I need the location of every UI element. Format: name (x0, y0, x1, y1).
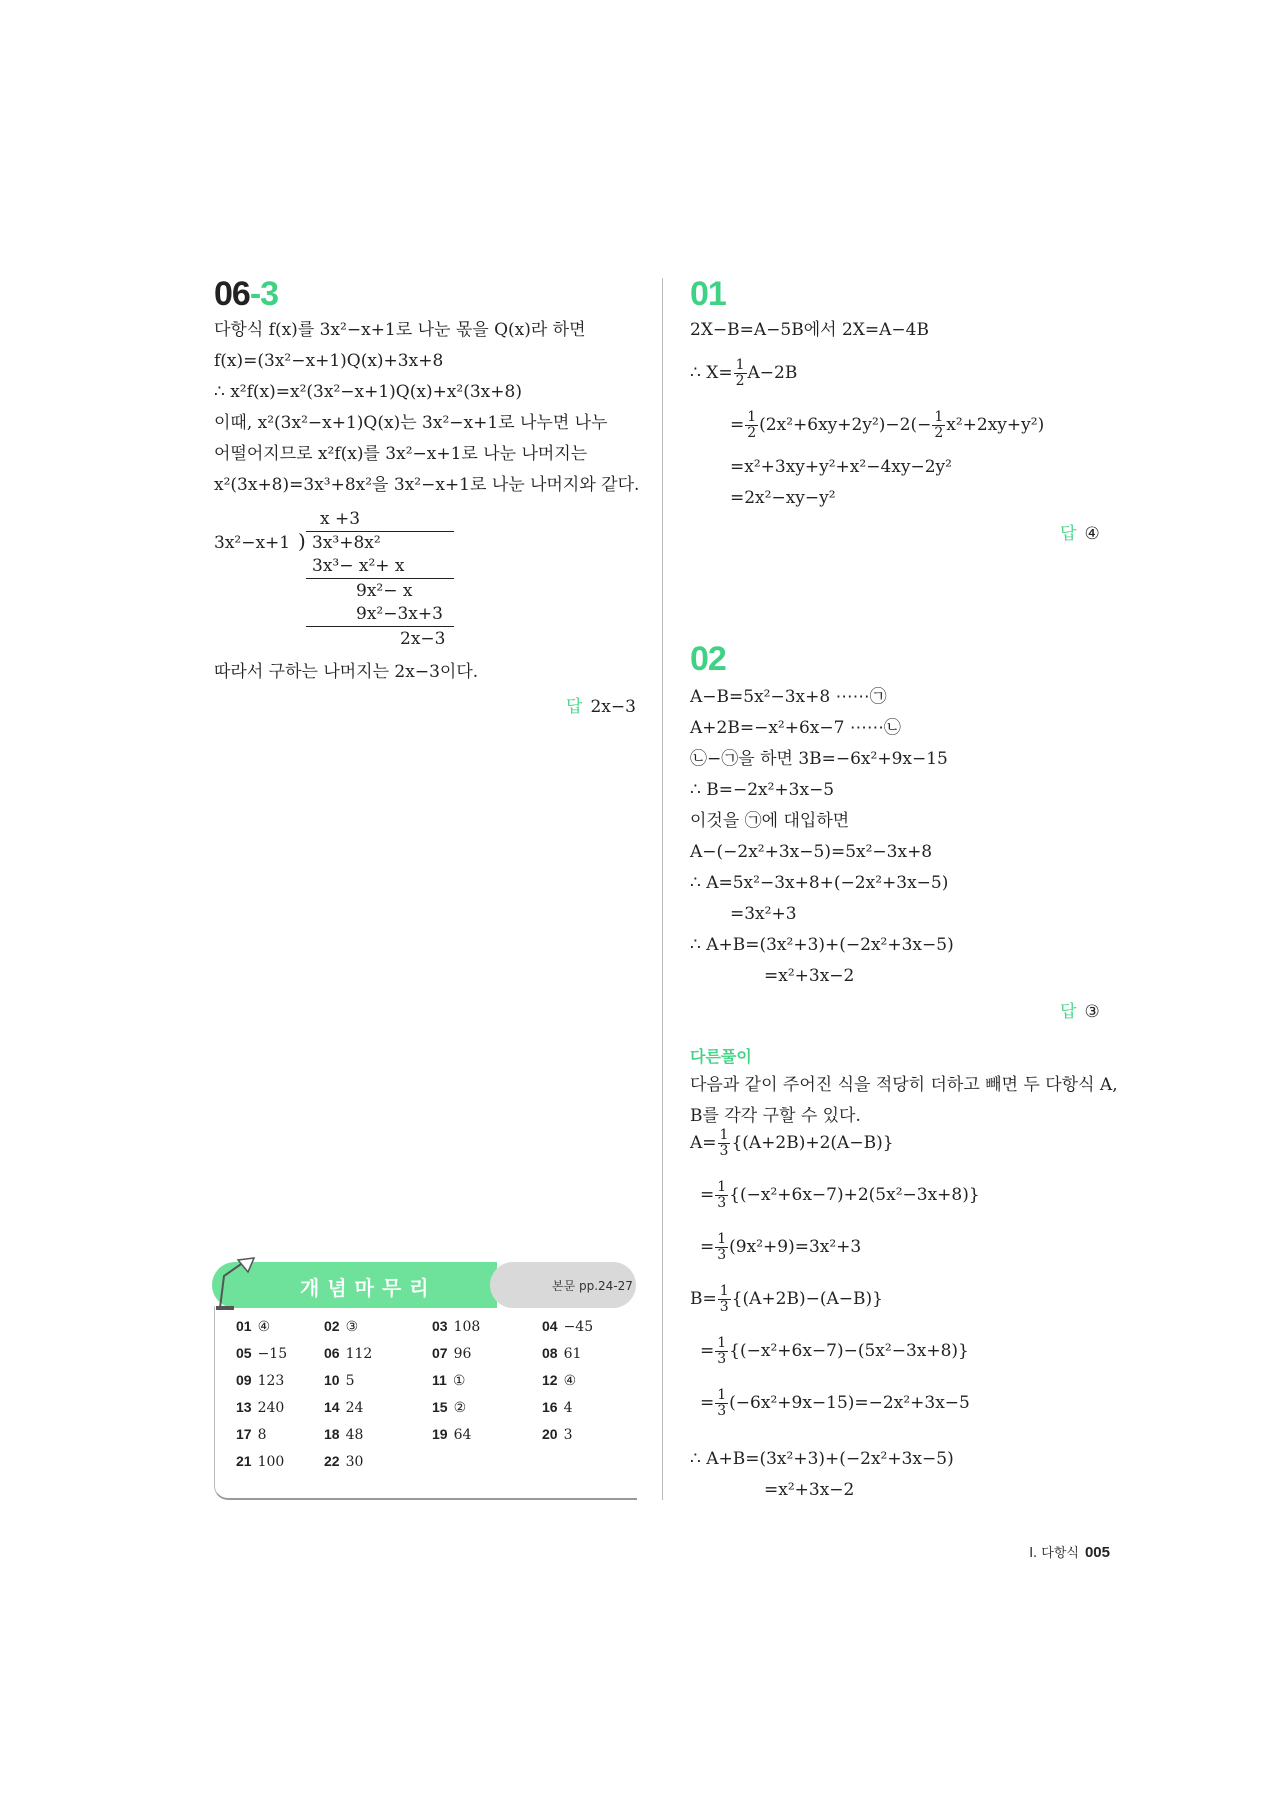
concept-box-ref: 본문 pp.24-27 (552, 1279, 633, 1293)
alt-line-post: (−6x²+9x−15)=−2x²+3x−5 (729, 1393, 970, 1413)
concept-answer-item (542, 1318, 593, 1335)
concept-answer-value: 61 (563, 1346, 582, 1362)
concept-answer-number: 01 (236, 1318, 252, 1334)
p01-line-3-tail: x²+2xy+y²) (946, 415, 1045, 435)
concept-answer-item (542, 1399, 573, 1416)
p02-line-3: ㉡−㉠을 하면 3B=−6x²+9x−15 (690, 749, 948, 769)
p02-line-5: 이것을 ㉠에 대입하면 (690, 811, 850, 831)
left-line-5: 어떨어지므로 x²f(x)를 3x²−x+1로 나눈 나머지는 (214, 444, 588, 464)
concept-answer-item (542, 1345, 581, 1362)
fraction-third (718, 1284, 731, 1315)
frac-den: 3 (717, 1195, 727, 1211)
frac-num: 1 (934, 409, 944, 425)
alt-line-post: {(A+2B)+2(A−B)} (731, 1133, 894, 1153)
frac-num: 1 (717, 1387, 727, 1403)
alt-line-post: (9x²+9)=3x²+3 (729, 1237, 862, 1257)
concept-answer-value: 4 (563, 1400, 573, 1416)
concept-answer-number: 07 (432, 1345, 448, 1361)
p02-line-10: =x²+3x−2 (764, 966, 855, 986)
concept-answer-number: 03 (432, 1318, 448, 1334)
p02-line-7: ∴ A=5x²−3x+8+(−2x²+3x−5) (690, 873, 949, 893)
fraction-third (715, 1232, 728, 1263)
frac-den: 3 (719, 1299, 729, 1315)
p01-line-4: =x²+3xy+y²+x²−4xy−2y² (730, 457, 952, 477)
alt-final-2: =x²+3x−2 (764, 1480, 855, 1500)
division-step2: 9x²−3x+3 (356, 604, 443, 624)
frac-num: 1 (717, 1231, 727, 1247)
concept-answer-value: 24 (345, 1400, 364, 1416)
frac-num: 1 (735, 357, 745, 373)
concept-answer-value: 240 (257, 1400, 285, 1416)
concept-answer-item (236, 1372, 284, 1389)
alt-solution-heading: 다른풀이 (690, 1047, 752, 1066)
concept-answer-value: ② (453, 1400, 467, 1416)
concept-answer-item (432, 1399, 466, 1416)
concept-answer-number: 21 (236, 1453, 252, 1469)
concept-answer-number: 16 (542, 1399, 558, 1415)
lamp-icon (214, 1256, 260, 1312)
left-answer (566, 692, 636, 717)
concept-answer-value: 108 (453, 1319, 481, 1335)
concept-answer-item (432, 1345, 471, 1362)
p02-answer (1060, 997, 1100, 1022)
division-step1: 3x³− x²+ x (312, 556, 405, 576)
frac-num: 1 (747, 409, 757, 425)
alt-line-pre: = (700, 1237, 715, 1257)
alt-line-pre: = (700, 1341, 715, 1361)
fraction-half (932, 410, 945, 441)
concept-answer-item (324, 1453, 363, 1470)
concept-answer-item (324, 1345, 372, 1362)
column-divider (662, 278, 663, 1500)
concept-answer-value: 64 (453, 1427, 472, 1443)
alt-line (700, 1388, 970, 1419)
division-divisor: 3x²−x+1 (214, 533, 291, 553)
fraction-third (715, 1180, 728, 1211)
frac-den: 3 (717, 1351, 727, 1367)
answer-label: 답 (566, 697, 583, 717)
fraction-third (715, 1336, 728, 1367)
concept-answer-number: 19 (432, 1426, 448, 1442)
alt-line (700, 1336, 969, 1367)
alt-line-pre: = (700, 1185, 715, 1205)
concept-answer-value: ④ (563, 1373, 577, 1389)
concept-answer-number: 05 (236, 1345, 252, 1361)
concept-answer-value: 112 (345, 1346, 373, 1362)
problem-02-heading: 02 (690, 640, 726, 678)
p02-line-8: =3x²+3 (730, 904, 797, 924)
concept-answer-number: 10 (324, 1372, 340, 1388)
alt-line-post: {(−x²+6x−7)−(5x²−3x+8)} (729, 1341, 969, 1361)
p02-line-1: A−B=5x²−3x+8 ⋯⋯㉠ (690, 687, 887, 707)
p01-line-2-post: A−2B (747, 363, 798, 383)
frac-den: 3 (717, 1247, 727, 1263)
concept-answer-item (236, 1453, 284, 1470)
p01-line-3 (730, 410, 1044, 441)
left-line-1: 다항식 f(x)를 3x²−x+1로 나눈 몫을 Q(x)라 하면 (214, 320, 586, 340)
problem-01-heading: 01 (690, 275, 726, 313)
concept-answer-number: 06 (324, 1345, 340, 1361)
concept-answer-value: ④ (257, 1319, 271, 1335)
concept-answer-number: 09 (236, 1372, 252, 1388)
left-line-4: 이때, x²(3x²−x+1)Q(x)는 3x²−x+1로 나누면 나누 (214, 413, 608, 433)
concept-answer-item (324, 1318, 358, 1335)
heading-sub: 3 (260, 275, 279, 313)
concept-answer-number: 22 (324, 1453, 340, 1469)
fraction-half (734, 358, 747, 389)
left-line-6: x²(3x+8)=3x³+8x²을 3x²−x+1로 나눈 나머지와 같다. (214, 475, 640, 495)
concept-answer-item (236, 1426, 267, 1443)
p01-answer (1060, 519, 1100, 544)
alt-line-post: {(A+2B)−(A−B)} (731, 1289, 883, 1309)
answer-value: ④ (1084, 524, 1100, 544)
concept-answer-number: 04 (542, 1318, 558, 1334)
concept-answer-item (542, 1426, 573, 1443)
concept-answer-number: 08 (542, 1345, 558, 1361)
division-rem1: 9x²− x (356, 581, 413, 601)
concept-answer-item (236, 1318, 270, 1335)
alt-line-post: {(−x²+6x−7)+2(5x²−3x+8)} (729, 1185, 980, 1205)
concept-answer-value: 48 (345, 1427, 364, 1443)
alt-line (690, 1284, 883, 1315)
alt-line-pre: = (700, 1393, 715, 1413)
frac-den: 2 (735, 373, 745, 389)
division-rule-2 (306, 626, 454, 627)
concept-answer-value: 30 (345, 1454, 364, 1470)
p02-line-6: A−(−2x²+3x−5)=5x²−3x+8 (690, 842, 933, 862)
frac-den: 2 (934, 425, 944, 441)
heading-number: 06 (214, 275, 250, 313)
concept-answer-item (324, 1372, 355, 1389)
fraction-third (715, 1388, 728, 1419)
concept-answer-value: −15 (257, 1346, 288, 1362)
concept-answer-item (236, 1345, 287, 1362)
alt-line (690, 1128, 894, 1159)
concept-answer-value: 100 (257, 1454, 285, 1470)
concept-answer-item (542, 1372, 576, 1389)
alt-text-1: 다음과 같이 주어진 식을 적당히 더하고 빼면 두 다항식 A, (690, 1075, 1118, 1095)
answer-label: 답 (1060, 524, 1077, 544)
p01-line-1: 2X−B=A−5B에서 2X=A−4B (690, 320, 929, 340)
frac-den: 3 (717, 1403, 727, 1419)
frac-den: 3 (719, 1143, 729, 1159)
p02-line-9: ∴ A+B=(3x²+3)+(−2x²+3x−5) (690, 935, 954, 955)
p02-line-2: A+2B=−x²+6x−7 ⋯⋯㉡ (690, 718, 901, 738)
frac-num: 1 (719, 1283, 729, 1299)
p02-line-4: ∴ B=−2x²+3x−5 (690, 780, 835, 800)
p01-line-2-pre: ∴ X= (690, 363, 733, 383)
concept-answer-item (324, 1399, 363, 1416)
concept-answer-item (432, 1426, 471, 1443)
left-line-2: f(x)=(3x²−x+1)Q(x)+3x+8 (214, 351, 444, 371)
concept-answer-number: 17 (236, 1426, 252, 1442)
p01-line-5: =2x²−xy−y² (730, 488, 836, 508)
frac-den: 2 (747, 425, 757, 441)
alt-line (700, 1232, 861, 1263)
concept-answer-value: 96 (453, 1346, 472, 1362)
concept-answer-number: 15 (432, 1399, 448, 1415)
division-quotient: x +3 (320, 509, 361, 529)
division-dividend: 3x³+8x² (312, 533, 381, 553)
alt-final-1: ∴ A+B=(3x²+3)+(−2x²+3x−5) (690, 1449, 954, 1469)
left-conclusion: 따라서 구하는 나머지는 2x−3이다. (214, 662, 479, 682)
problem-06-3-heading (214, 275, 278, 314)
concept-answer-item (236, 1399, 284, 1416)
concept-answer-number: 14 (324, 1399, 340, 1415)
division-bracket: ) (298, 529, 306, 553)
concept-answer-value: 123 (257, 1373, 285, 1389)
concept-answer-number: 13 (236, 1399, 252, 1415)
alt-line (700, 1180, 980, 1211)
concept-answer-value: 8 (257, 1427, 267, 1443)
fraction-third (718, 1128, 731, 1159)
concept-answer-value: ③ (345, 1319, 359, 1335)
concept-answer-item (432, 1372, 465, 1389)
page-number: 005 (1084, 1544, 1110, 1561)
answer-label: 답 (1060, 1002, 1077, 1022)
concept-answer-number: 12 (542, 1372, 558, 1388)
heading-sep: - (249, 275, 261, 313)
left-line-3: ∴ x²f(x)=x²(3x²−x+1)Q(x)+x²(3x+8) (214, 382, 522, 402)
frac-num: 1 (717, 1179, 727, 1195)
concept-answer-number: 20 (542, 1426, 558, 1442)
division-rule-1 (306, 578, 454, 579)
concept-answer-item (432, 1318, 480, 1335)
alt-text-2: B를 각각 구할 수 있다. (690, 1106, 861, 1126)
concept-box-title: 개념마무리 (300, 1276, 437, 1300)
answer-value: ③ (1084, 1002, 1100, 1022)
frac-num: 1 (719, 1127, 729, 1143)
concept-answer-value: 3 (563, 1427, 573, 1443)
p01-line-2 (690, 358, 797, 389)
chapter-label: I. 다항식 (1029, 1546, 1079, 1561)
concept-answer-value: ① (452, 1373, 466, 1389)
p01-line-3-post: (2x²+6xy+2y²)−2(− (759, 415, 932, 435)
p01-line-3-pre: = (730, 415, 745, 435)
page-footer (1029, 1542, 1110, 1561)
concept-answer-item (324, 1426, 363, 1443)
fraction-half (745, 410, 758, 441)
answer-value: 2x−3 (590, 697, 636, 717)
alt-line-pre: A= (690, 1133, 717, 1153)
concept-answer-value: −45 (563, 1319, 594, 1335)
concept-answer-number: 18 (324, 1426, 340, 1442)
concept-answer-number: 11 (432, 1372, 447, 1388)
frac-num: 1 (717, 1335, 727, 1351)
alt-line-pre: B= (690, 1289, 717, 1309)
concept-answer-value: 5 (345, 1373, 355, 1389)
concept-answer-number: 02 (324, 1318, 340, 1334)
division-rem2: 2x−3 (400, 629, 446, 649)
